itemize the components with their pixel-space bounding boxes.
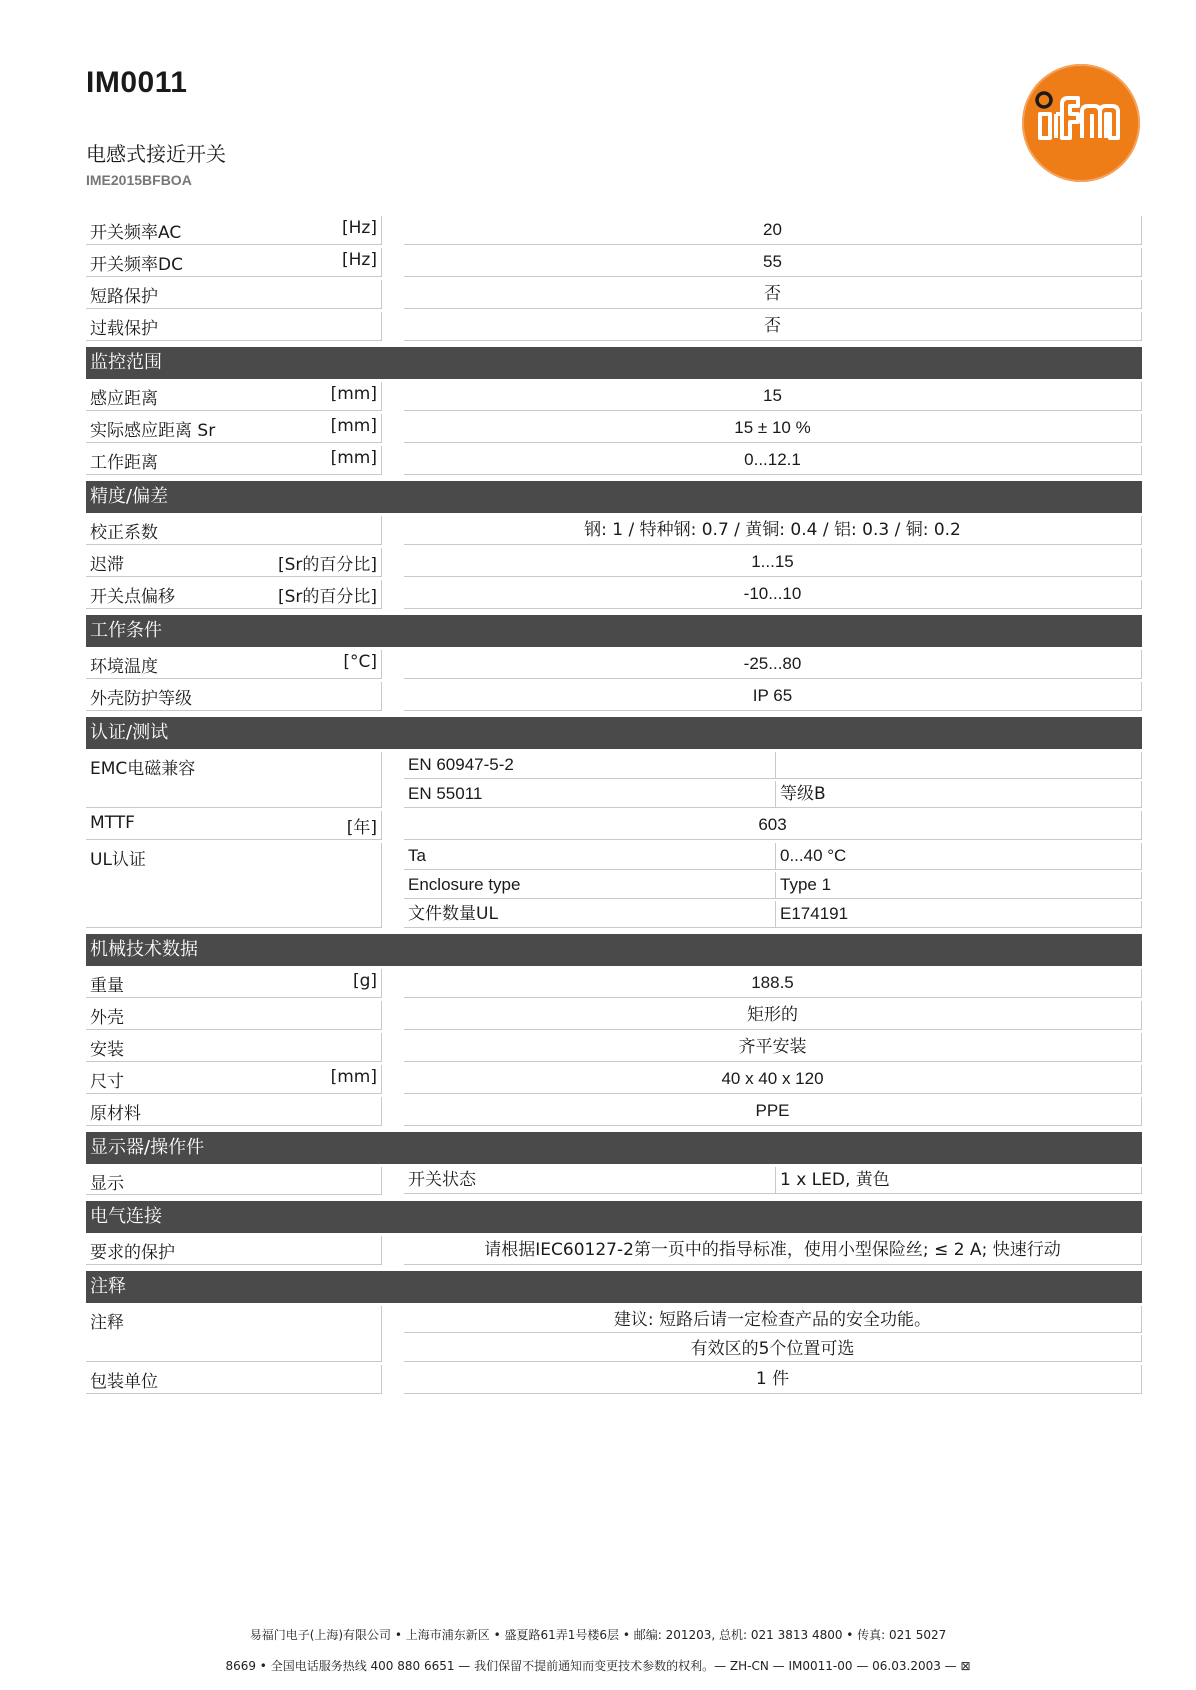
- table-row: [86, 1365, 1142, 1394]
- table-row: [86, 650, 1142, 679]
- table-row: [86, 969, 1142, 998]
- row-label: UL认证: [90, 850, 146, 870]
- row-unit: [Hz]: [342, 218, 377, 238]
- row-label: 要求的保护: [90, 1243, 175, 1263]
- row-subkey: 开关状态: [404, 1167, 776, 1194]
- section-header: 监控范围: [86, 347, 1142, 379]
- row-value: 建议: 短路后请一定检查产品的安全功能。: [404, 1306, 1142, 1333]
- row-label: 迟滞: [90, 555, 124, 575]
- section-header: 显示器/操作件: [86, 1132, 1142, 1164]
- ifm-logo: [1022, 64, 1140, 182]
- row-subkey: Enclosure type: [404, 872, 776, 899]
- table-row: [86, 1065, 1142, 1094]
- row-label: 感应距离: [90, 389, 158, 409]
- table-row: [86, 1033, 1142, 1062]
- row-label: 校正系数: [90, 523, 158, 543]
- row-label: 短路保护: [90, 287, 158, 307]
- row-label: 工作距离: [90, 453, 158, 473]
- row-value: 188.5: [404, 969, 1142, 998]
- row-subkey: Ta: [404, 843, 776, 870]
- row-unit: [Sr的百分比]: [277, 587, 377, 607]
- article-number: IME2015BFBOA: [86, 172, 192, 188]
- table-row: [86, 843, 1142, 928]
- row-unit: [Sr的百分比]: [277, 555, 377, 575]
- row-value: 请根据IEC60127-2第一页中的指导标准，使用小型保险丝; ≤ 2 A; 快速行动: [404, 1236, 1142, 1265]
- row-subvalue: 等级B: [776, 781, 1142, 808]
- ifm-logo-mark: [1022, 64, 1140, 182]
- table-row: [86, 382, 1142, 411]
- row-label: 安装: [90, 1040, 124, 1060]
- data-sheet-table: [86, 216, 1142, 1397]
- row-label: 原材料: [90, 1104, 141, 1124]
- row-unit: [g]: [352, 971, 377, 991]
- product-code: IM0011: [86, 66, 188, 99]
- row-unit: [Hz]: [342, 250, 377, 270]
- product-type: 电感式接近开关: [86, 142, 226, 166]
- row-value: -10...10: [404, 580, 1142, 609]
- row-unit: [mm]: [330, 416, 377, 436]
- row-label: EMC电磁兼容: [90, 759, 196, 779]
- row-label: 重量: [90, 976, 124, 996]
- table-row: [86, 312, 1142, 341]
- row-subvalue: 1 x LED, 黄色: [776, 1167, 1142, 1194]
- table-row: [86, 414, 1142, 443]
- row-label: 实际感应距离 Sr: [90, 421, 216, 441]
- row-unit: [mm]: [330, 1067, 377, 1087]
- table-row: [86, 1236, 1142, 1265]
- row-subkey: EN 55011: [404, 781, 776, 808]
- row-value: 40 x 40 x 120: [404, 1065, 1142, 1094]
- row-label: 开关频率DC: [90, 255, 183, 275]
- table-row: [86, 516, 1142, 545]
- row-label: 过载保护: [90, 319, 158, 339]
- row-label: 开关点偏移: [90, 587, 175, 607]
- row-value: 1...15: [404, 548, 1142, 577]
- row-value: 否: [404, 280, 1142, 309]
- footer-address: 易福门电子(上海)有限公司 • 上海市浦东新区 • 盛夏路61弄1号楼6层 • 邮编: 201203, 总机: 021 3813 4800 • 传真: 021 5027: [249, 1628, 947, 1642]
- row-value: 55: [404, 248, 1142, 277]
- row-value: 否: [404, 312, 1142, 341]
- table-row: [86, 446, 1142, 475]
- row-value: 0...12.1: [404, 446, 1142, 475]
- table-row: [86, 811, 1142, 840]
- row-label: 包装单位: [90, 1372, 158, 1392]
- row-label: 注释: [90, 1313, 124, 1333]
- row-subvalue: 0...40 °C: [776, 843, 1142, 870]
- row-value: 15: [404, 382, 1142, 411]
- row-value: 1 件: [404, 1365, 1142, 1394]
- section-header: 认证/测试: [86, 717, 1142, 749]
- section-header: 电气连接: [86, 1201, 1142, 1233]
- table-row: [86, 580, 1142, 609]
- row-unit: [年]: [346, 818, 377, 838]
- table-row: [86, 216, 1142, 245]
- section-header: 工作条件: [86, 615, 1142, 647]
- table-row: [86, 548, 1142, 577]
- row-subvalue: E174191: [776, 901, 1142, 928]
- row-label: 外壳: [90, 1008, 124, 1028]
- section-header: 机械技术数据: [86, 934, 1142, 966]
- row-value: 钢: 1 / 特种钢: 0.7 / 黄铜: 0.4 / 铝: 0.3 / 铜: 0.2: [404, 516, 1142, 545]
- table-row: [86, 682, 1142, 711]
- table-row: [86, 1306, 1142, 1362]
- row-value: 有效区的5个位置可选: [404, 1335, 1142, 1362]
- row-value: 603: [404, 811, 1142, 840]
- row-label: 显示: [90, 1174, 124, 1194]
- section-header: 注释: [86, 1271, 1142, 1303]
- row-value: IP 65: [404, 682, 1142, 711]
- table-row: [86, 1167, 1142, 1195]
- row-value: PPE: [404, 1097, 1142, 1126]
- row-unit: [°C]: [343, 652, 377, 672]
- row-value: 20: [404, 216, 1142, 245]
- table-row: [86, 248, 1142, 277]
- row-label: 环境温度: [90, 657, 158, 677]
- table-row: [86, 280, 1142, 309]
- row-value: 矩形的: [404, 1001, 1142, 1030]
- row-subkey: EN 60947-5-2: [404, 752, 776, 779]
- footer-legal: 8669 • 全国电话服务热线 400 880 6651 — 我们保留不提前通知而变更技术参数的权利。— ZH-CN — IM0011-00 — 06.03.2003 — ⊠: [225, 1659, 971, 1673]
- row-value: 齐平安装: [404, 1033, 1142, 1062]
- row-label: 外壳防护等级: [90, 689, 192, 709]
- row-unit: [mm]: [330, 448, 377, 468]
- table-row: [86, 1097, 1142, 1126]
- row-label: 尺寸: [90, 1072, 124, 1092]
- row-label: 开关频率AC: [90, 223, 182, 243]
- row-subkey: 文件数量UL: [404, 901, 776, 928]
- row-subvalue: Type 1: [776, 872, 1142, 899]
- row-value: 15 ± 10 %: [404, 414, 1142, 443]
- row-subvalue: [776, 752, 1142, 779]
- section-header: 精度/偏差: [86, 481, 1142, 513]
- table-row: [86, 752, 1142, 808]
- row-value: -25...80: [404, 650, 1142, 679]
- table-row: [86, 1001, 1142, 1030]
- row-unit: [mm]: [330, 384, 377, 404]
- row-label: MTTF: [90, 813, 135, 833]
